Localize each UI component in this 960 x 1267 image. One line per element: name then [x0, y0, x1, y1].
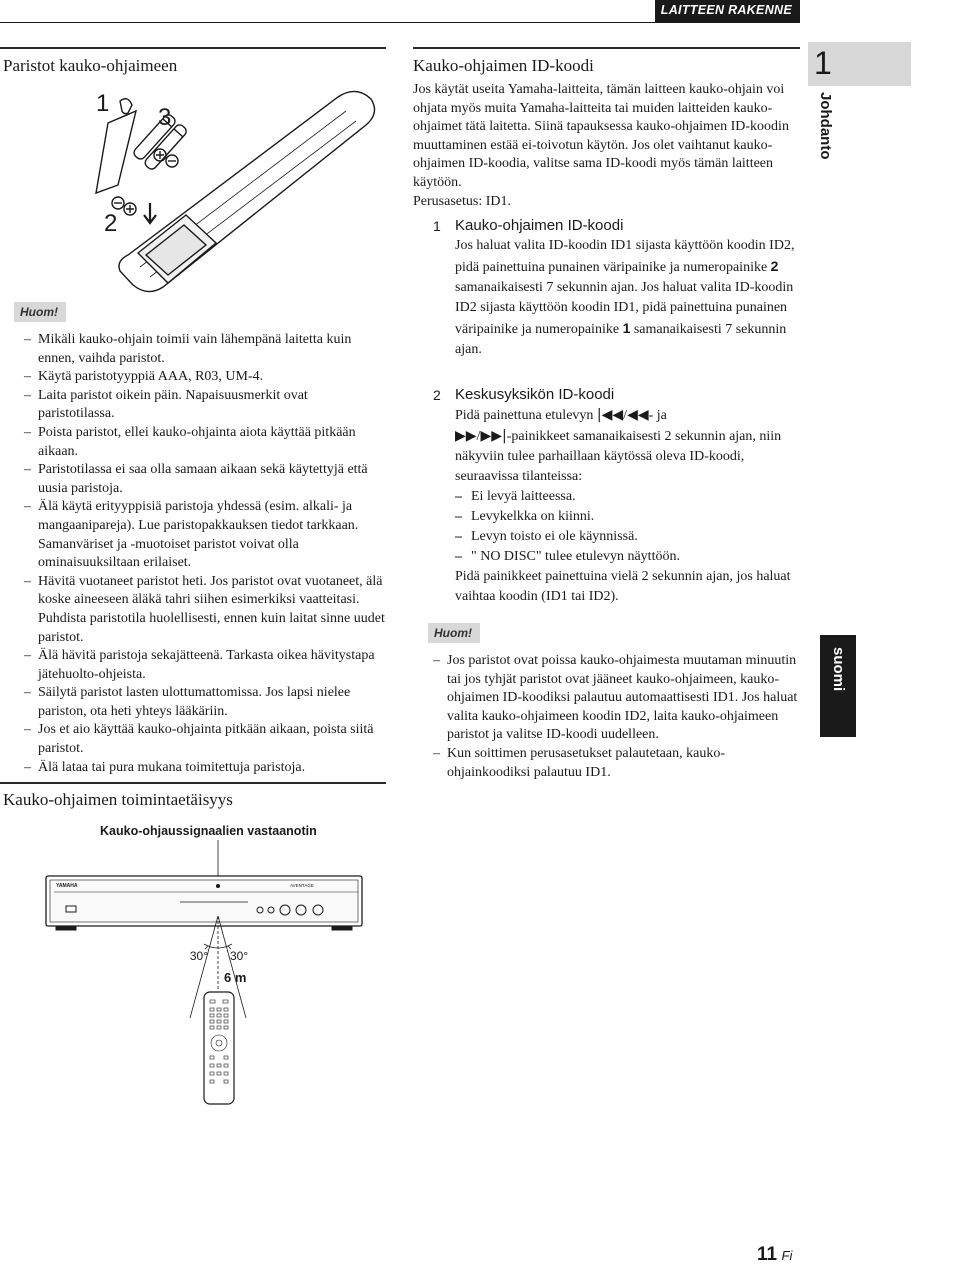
distance-label: 6 m [224, 970, 247, 985]
chapter-number: 1 [814, 45, 832, 81]
battery-insertion-figure [88, 75, 388, 295]
step-2-label: 2 [104, 210, 118, 237]
page-number [757, 1244, 792, 1266]
angle-right-label: 30° [230, 949, 249, 963]
item-body: Pidä painettuna etulevyn |◀◀/◀◀- ja ▶▶/▶▶|-painikkeet samanaikaisesti 2 sekunnin ajan, niin näkyviin tulee parhaillaan käytössä oleva ID-koodi, seuraavissa tilanteissa: – Ei levyä laitteessa. – Levykelkka on kiinni. – Levyn toisto ei ole käynnissä. – " NO DISC" tulee etulevyn näyttöön. Pidä painikkeet painettuina vielä 2 sekunnin ajan, jos haluat vaihtaa koodin (ID1 tai ID2). [433, 405, 798, 607]
language-label: suomi [830, 647, 847, 692]
header-bar [655, 0, 800, 22]
skip-forward-icon: ▶▶| [480, 428, 507, 444]
list-item: – Älä hävitä paristoja sekajätteenä. Tarkasta oikea hävitystapa jätehuolto-ohjeista. [24, 648, 375, 682]
list-item: – Laita paristot oikein päin. Napaisuusmerkit ovat paristotilassa. [24, 387, 308, 422]
device-brand: YAMAHA [56, 883, 78, 889]
header-rule [0, 22, 800, 23]
closing-text: Pidä painikkeet painettuina vielä 2 sekunnin ajan, jos haluat vaihtaa koodin (ID1 tai ID2). [455, 569, 791, 604]
receiver-label: Kauko-ohjaussignaalien vastaanotin [100, 824, 317, 838]
item-title: Kauko-ohjaimen ID-koodi [455, 217, 624, 234]
batteries-note-label: Huom! [14, 302, 66, 322]
range-title: Kauko-ohjaimen toimintaetäisyys [3, 790, 233, 809]
list-item: – Paristotilassa ei saa olla samaan aikaan sekä käytettyjä että uusia paristoja. [24, 462, 368, 496]
list-item: – Säilytä paristot lasten ulottumattomissa. Jos lapsi nielee pariston, ota heti yhteys lääkäriin. [24, 685, 351, 719]
section-rule [0, 47, 386, 49]
remote-range-figure [40, 840, 370, 1110]
id-code-intro [413, 81, 798, 211]
device-model: AVENTAGE [290, 883, 314, 888]
language-tab [820, 635, 856, 737]
item-body: Jos haluat valita ID-koodin ID1 sijasta käyttöön koodin ID2, pidä painettuina punainen väripainike ja numeropainike 2 samanaikaisesti 7 sekunnin ajan. Jos haluat valita ID-koodin ID2 sijasta käyttöön koodin ID1, pidä painettuina punainen väripainike ja numeropainike 1 samanaikaisesti 7 sekunnin ajan. [455, 238, 795, 357]
chapter-title-tab [812, 92, 834, 192]
conditions-list [455, 487, 798, 567]
fast-forward-icon: ▶▶ [455, 428, 477, 444]
list-item: – Hävitä vuotaneet paristot heti. Jos paristot ovat vuotaneet, älä koske aineeseen äläkä tahri siihen esimerkiksi vaatteitasi. Puhdista paristotila huolellisesti, ennen kuin laitat sinne uudet paristot. [24, 573, 385, 645]
list-item: – " NO DISC" tulee etulevyn näyttöön. [455, 549, 680, 564]
list-item: – Kun soittimen perusasetukset palautetaan, kauko-ohjainkoodiksi palautuu ID1. [433, 745, 725, 780]
list-item: – Mikäli kauko-ohjain toimii vain lähempänä laitetta kuin ennen, vaihda paristot. [24, 332, 352, 366]
item-number: 2 [433, 387, 441, 403]
item-number: 1 [433, 218, 441, 234]
id-code-notes-list [433, 652, 798, 782]
list-item: – Älä lataa tai pura mukana toimitettuja paristoja. [24, 759, 306, 775]
item-title: Keskusyksikön ID-koodi [455, 386, 615, 403]
chapter-number-tab [808, 42, 911, 86]
step-3-label: 3 [158, 104, 172, 131]
id-item-remote [433, 216, 798, 360]
section-header: LAITTEEN RAKENNE [660, 3, 792, 17]
list-item: – Jos paristot ovat poissa kauko-ohjaimesta muutaman minuutin tai jos tyhjät paristot ovat jääneet kauko-ohjaimeen, kauko-ohjaimen ID-koodiksi palautuu automaattisesti ID1. Jos haluat valita kauko-ohjaimeen koodin ID2, laita kauko-ohjaimeen paristot ja valitse ID-koodi uudelleen. [433, 653, 798, 743]
id-code-title: Kauko-ohjaimen ID-koodi [413, 56, 594, 75]
step-1-label: 1 [96, 90, 110, 117]
list-item: – Poista paristot, ellei kauko-ohjainta aiota käyttää pitkään aikaan. [24, 424, 356, 459]
page-number-value: 11 [757, 1244, 778, 1265]
chapter-title: Johdanto [817, 92, 834, 160]
list-item: – Älä käytä erityyppisiä paristoja yhdessä (esim. alkali- ja mangaanipareja). Lue paristopakkauksen tiedot tarkkaan. Samanväriset ja -muotoiset paristot voivat olla ominaisuuksiltaan erilaiset. [24, 499, 359, 571]
list-item: – Ei levyä laitteessa. [455, 489, 576, 504]
list-item: – Levyn toisto ei ole käynnissä. [455, 529, 638, 544]
skip-back-icon: |◀◀ [596, 407, 624, 423]
section-rule [413, 47, 800, 49]
page-language-suffix: Fi [781, 1248, 793, 1263]
list-item: – Käytä paristotyyppiä AAA, R03, UM-4. [24, 369, 264, 385]
list-item: – Jos et aio käyttää kauko-ohjainta pitkään aikaan, poista siitä paristot. [24, 722, 374, 757]
section-rule [0, 782, 386, 784]
id-item-main-unit [433, 385, 798, 607]
list-item: – Levykelkka on kiinni. [455, 509, 595, 524]
intro-text: Jos käytät useita Yamaha-laitteita, tämän laitteen kauko-ohjain voi ohjata myös muita Yamaha-laitteita tai muiden laitteiden kauko-ohjaimet tätä laitetta. Siinä tapauksessa kauko-ohjaimen ID-koodin muuttaminen estää ei-toivotun käytön. Jos olet vaihtanut kauko-ohjaimen ID-koodia, valitse sama ID-koodi myös tämän laitteen käytöön. [413, 82, 789, 190]
batteries-title: Paristot kauko-ohjaimeen [3, 56, 178, 75]
id-code-note-label: Huom! [428, 623, 480, 643]
batteries-notes-list [24, 331, 386, 777]
rewind-icon: ◀◀ [627, 407, 649, 423]
default-setting: Perusasetus: ID1. [413, 193, 511, 209]
angle-left-label: 30° [189, 949, 208, 963]
